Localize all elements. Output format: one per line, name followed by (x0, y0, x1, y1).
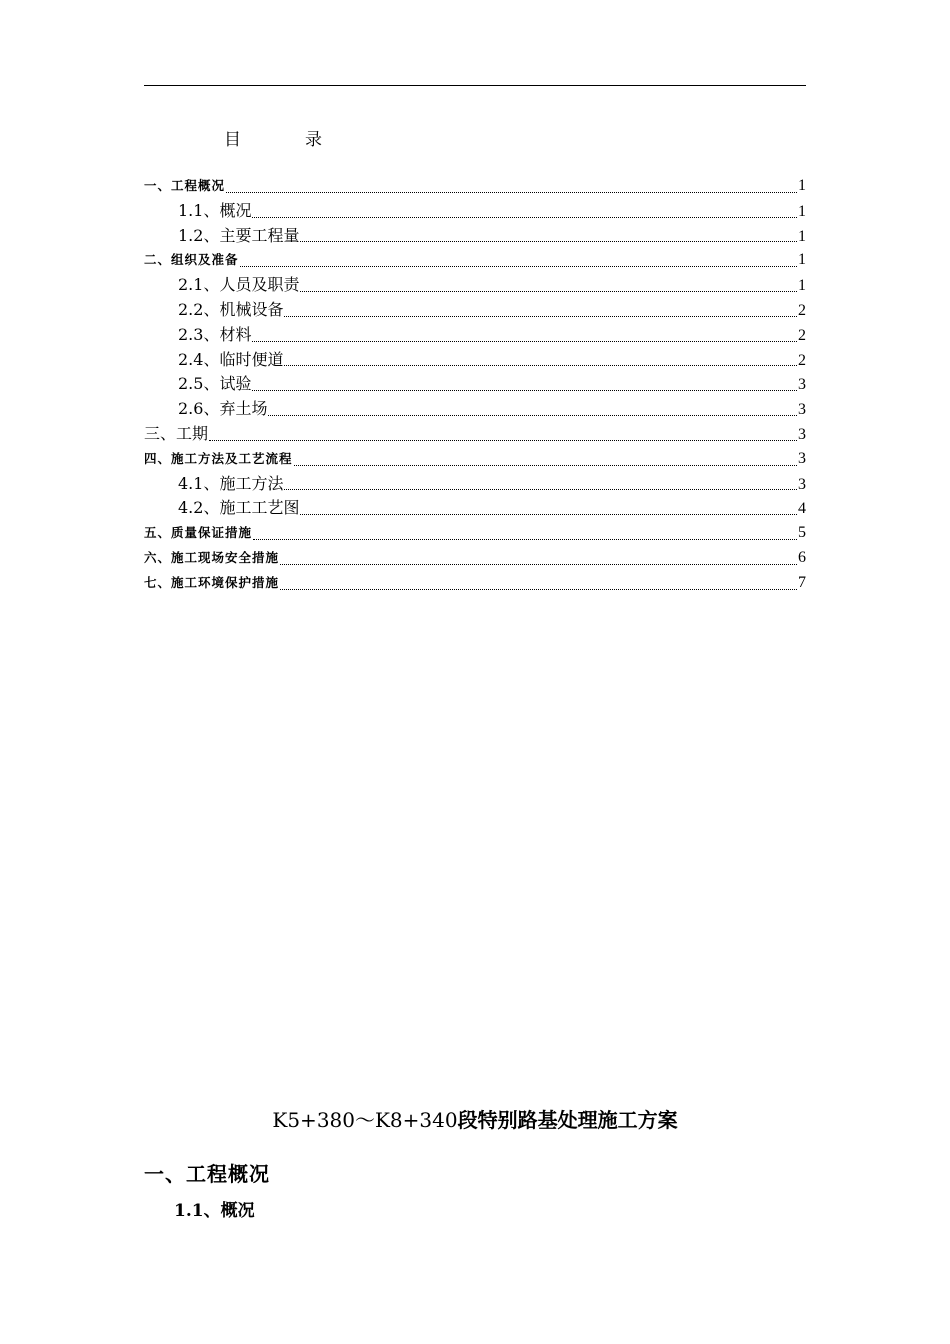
toc-entry-page-number: 1 (798, 277, 806, 295)
toc-entry-label: 4.2、施工工艺图 (178, 498, 300, 518)
toc-entry-page-number: 2 (798, 301, 806, 319)
toc-entry[interactable] (144, 397, 806, 422)
toc-entry-label: 五、质量保证措施 (144, 525, 253, 541)
toc-entry-page-number: 7 (798, 573, 806, 591)
toc-entry-label: 1.2、主要工程量 (178, 225, 300, 245)
toc-entry[interactable] (144, 273, 806, 298)
document-title (0, 1104, 950, 1133)
toc-entry-page-number: 3 (798, 376, 806, 394)
toc-entry-label: 2.4、临时便道 (178, 349, 284, 369)
toc-dot-leader (252, 341, 797, 342)
toc-dot-leader (284, 365, 797, 366)
toc-entry-label: 2.6、弃土场 (178, 399, 268, 419)
table-of-contents (144, 174, 806, 596)
toc-entry[interactable] (144, 224, 806, 249)
toc-entry-page-number: 2 (798, 326, 806, 344)
toc-dot-leader (284, 489, 797, 490)
toc-dot-leader (253, 539, 797, 540)
toc-entry-label: 六、施工现场安全措施 (144, 549, 280, 565)
toc-entry-page-number: 3 (798, 449, 806, 467)
toc-entry-page-number: 1 (798, 202, 806, 220)
toc-dot-leader (280, 564, 797, 565)
toc-dot-leader (240, 266, 797, 267)
toc-entry-page-number: 3 (798, 475, 806, 493)
toc-dot-leader (284, 316, 797, 317)
document-title-code: K5+380～K8+340 (272, 1108, 458, 1132)
toc-entry[interactable] (144, 298, 806, 323)
toc-entry[interactable] (144, 372, 806, 397)
toc-entry-label: 4.1、施工方法 (178, 473, 284, 493)
toc-entry[interactable] (144, 546, 806, 571)
toc-entry-page-number: 2 (798, 351, 806, 369)
toc-entry-label: 1.1、概况 (178, 200, 252, 220)
toc-entry[interactable] (144, 248, 806, 273)
toc-entry[interactable] (144, 174, 806, 199)
toc-entry-page-number: 5 (798, 524, 806, 542)
toc-dot-leader (252, 217, 797, 218)
toc-entry-label: 三、工期 (144, 423, 209, 443)
toc-entry[interactable] (144, 422, 806, 447)
toc-entry-label: 一、工程概况 (144, 178, 226, 193)
toc-entry-page-number: 1 (798, 177, 806, 194)
toc-entry-label: 七、施工环境保护措施 (144, 574, 280, 590)
toc-entry-page-number: 1 (798, 227, 806, 245)
toc-entry-page-number: 3 (798, 425, 806, 443)
toc-entry-page-number: 6 (798, 548, 806, 566)
toc-entry[interactable] (144, 447, 806, 472)
toc-entry[interactable] (144, 496, 806, 521)
header-rule (144, 85, 806, 86)
toc-entry-label: 2.2、机械设备 (178, 299, 284, 319)
toc-entry-label: 四、施工方法及工艺流程 (144, 450, 293, 466)
toc-entry-label: 二、组织及准备 (144, 252, 239, 268)
toc-dot-leader (280, 589, 797, 590)
toc-dot-leader (300, 514, 797, 515)
toc-entry-page-number: 3 (798, 401, 806, 419)
toc-entry-page-number: 1 (798, 251, 806, 269)
toc-entry[interactable] (144, 348, 806, 373)
toc-entry[interactable] (144, 323, 806, 348)
toc-entry-label: 2.1、人员及职责 (178, 275, 300, 295)
toc-entry[interactable] (144, 521, 806, 546)
toc-dot-leader (268, 415, 797, 416)
toc-dot-leader (300, 291, 797, 292)
toc-dot-leader (300, 241, 797, 242)
toc-entry-page-number: 4 (798, 500, 806, 518)
toc-entry[interactable] (144, 571, 806, 596)
toc-entry-label: 2.3、材料 (178, 324, 252, 344)
toc-title: 目录 (224, 130, 386, 150)
toc-entry-label: 2.5、试验 (178, 374, 252, 394)
toc-dot-leader (226, 192, 797, 193)
toc-dot-leader (294, 465, 797, 466)
toc-dot-leader (252, 390, 797, 391)
section-heading: 一、工程概况 (144, 1162, 270, 1186)
document-title-text: 段特别路基处理施工方案 (457, 1108, 678, 1132)
toc-entry[interactable] (144, 472, 806, 497)
toc-entry[interactable] (144, 199, 806, 224)
toc-dot-leader (209, 440, 797, 441)
subsection-heading: 1.1、概况 (174, 1201, 255, 1221)
